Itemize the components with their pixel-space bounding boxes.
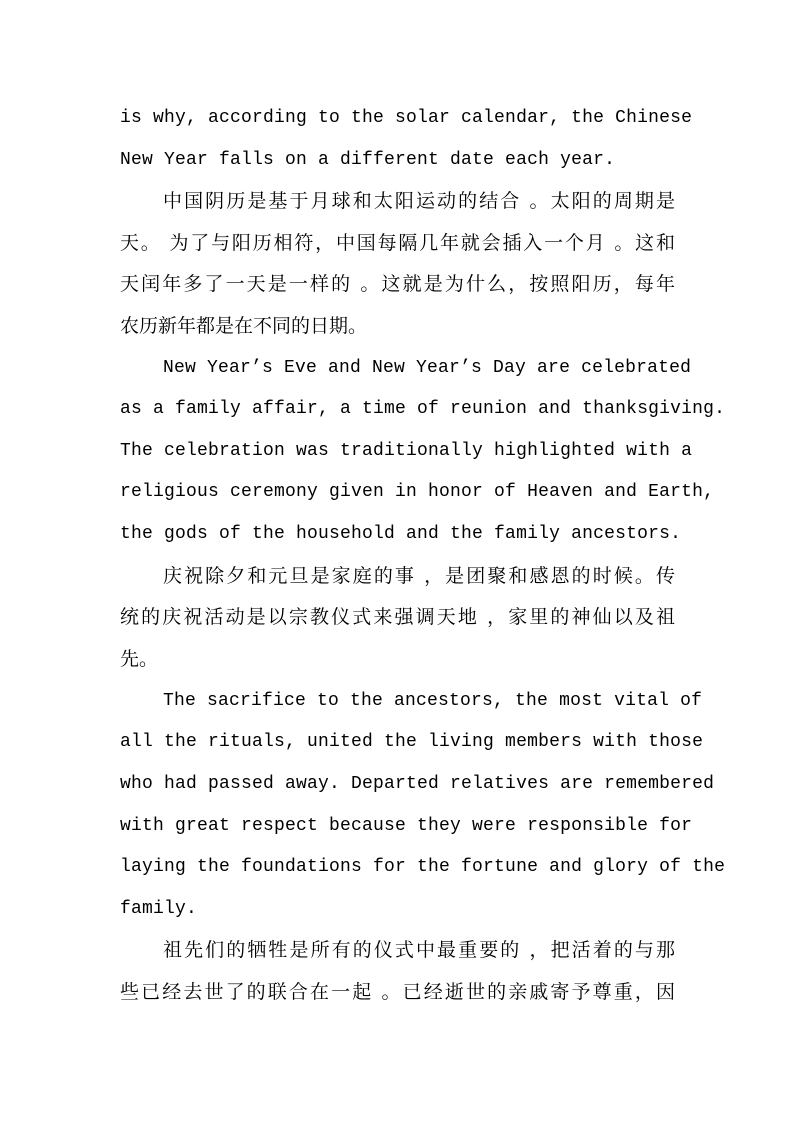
paragraph-5-line-3: who had passed away. Departed relatives are remembered (120, 774, 715, 794)
paragraph-5-line-6: family. (120, 899, 198, 919)
paragraph-3-line-1: New Year’s Eve and New Year’s Day are celebrated (163, 358, 692, 378)
paragraph-3-line-5: the gods of the household and the family ancestors. (120, 524, 682, 544)
paragraph-4-line-2: 统的庆祝活动是以宗教仪式来强调天地 ，家里的神仙以及祖 (120, 606, 675, 628)
paragraph-2-line-4: 农历新年都是在不同的日期。 (120, 315, 368, 337)
paragraph-5-line-5: laying the foundations for the fortune and glory of the (120, 857, 726, 877)
paragraph-5-line-2: all the rituals, united the living members with those (120, 732, 704, 752)
paragraph-3-line-3: The celebration was traditionally highlighted with a (120, 441, 693, 461)
paragraph-1-line-2: New Year falls on a different date each year. (120, 150, 616, 170)
paragraph-2-line-2: 天。 为了与阳历相符，中国每隔几年就会插入一个月 。这和 (120, 232, 675, 254)
paragraph-2-line-3: 天闰年多了一天是一样的 。这就是为什么，按照阳历，每年 (120, 273, 675, 295)
paragraph-4-line-1: 庆祝除夕和元旦是家庭的事 ，是团聚和感恩的时候。传 (163, 565, 675, 587)
paragraph-6-line-1: 祖先们的牺牲是所有的仪式中最重要的 ，把活着的与那 (163, 939, 675, 961)
paragraph-4-line-3: 先。 (120, 648, 159, 670)
paragraph-3-line-2: as a family affair, a time of reunion and thanksgiving. (120, 399, 726, 419)
paragraph-6-line-2: 些已经去世了的联合在一起 。已经逝世的亲戚寄予尊重，因 (120, 981, 675, 1003)
paragraph-5-line-4: with great respect because they were responsible for (120, 816, 693, 836)
paragraph-1-line-1: is why, according to the solar calendar, the Chinese (120, 108, 693, 128)
paragraph-3-line-4: religious ceremony given in honor of Heaven and Earth, (120, 482, 715, 502)
paragraph-5-line-1: The sacrifice to the ancestors, the most vital of (163, 691, 703, 711)
paragraph-2-line-1: 中国阴历是基于月球和太阳运动的结合 。太阳的周期是 (163, 190, 675, 212)
